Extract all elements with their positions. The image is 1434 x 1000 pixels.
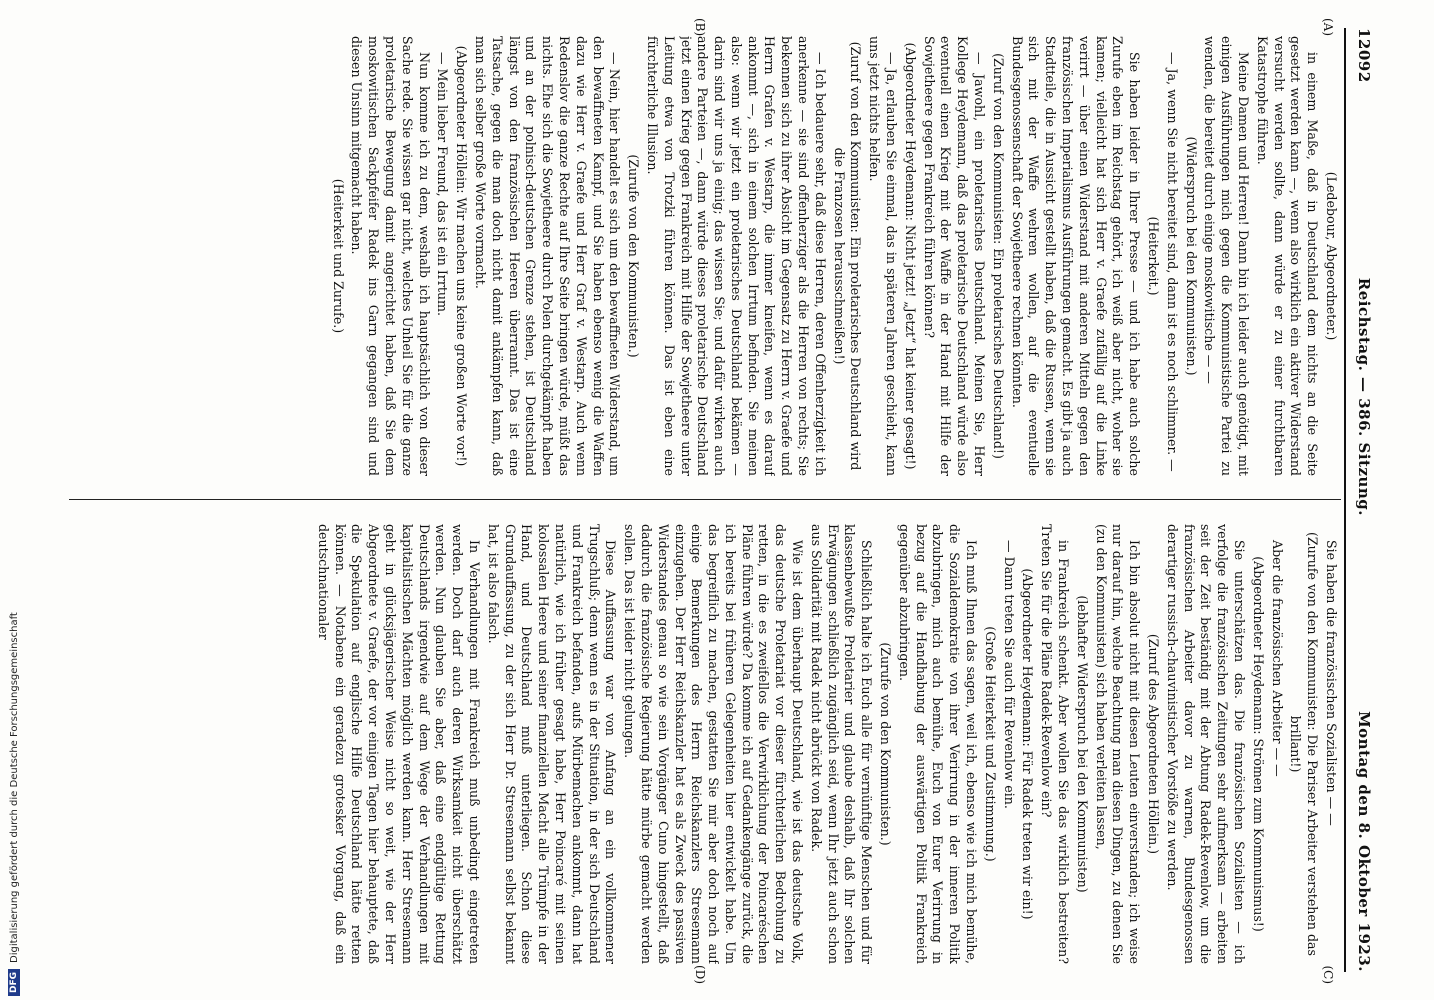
paragraph: (Große Heiterkeit und Zustimmung.): [982, 626, 998, 862]
paragraph: Wie ist dem überhaupt Deutschland, wie ist das deutsche Volk, das deutsche Proletariat vor dieser fürchterlichen Bedrohung zu retten, in die es zweifellos die Verwirklichung der Poincaréschen Pläne führen würde? Da komme ich auf Gedankengänge zurück, die ich bereits bei früheren Gelegenheiten hier entwickelt habe. Um das begreiflich zu machen, gestatten Sie mir aber doch noch auf einige Bemerkungen des Herrn Reichskanzlers Stresemann einzugehen. Der Herr Reichskanzler hat es als Zweck des passiven Widerstandes genau so wie sein Vorgänger Cuno hingestellt, daß dadurch die französische Regierung hätte mürbe gemacht werden sollen. Das ist leider nicht gelungen.: [622, 524, 806, 964]
paragraph: — Nein, hier handelt es sich um den bewaffneten Widerstand, um den bewaffneten Kampf, und Sie haben ebenso wenig die Waffen dazu wie Herr v. Graefe und Herr Graf v. Westarp. Auch wenn Redenslov die ganze Rechte auf Ihre Seite bringen würde, müßt das nichts. Ehe sich die Sowjetheere durch Polen durchgekämpft haben und an der polnisch-deutschen Grenze stehen, ist Deutschland längst von den französischen Heeren überrannt. Das ist eine Tatsache, gegen die man doch nicht damit ankämpfen kann, daß man sich selber große Worte vormacht.: [472, 36, 623, 476]
paragraph: — Dann treten Sie auch für Revenlow ein.: [1001, 540, 1017, 809]
paragraph: In Verhandlungen mit Frankreich muß unbedingt eingetreten werden. Doch darf auch deren Wirksamkeit nicht überschätzt werden. Nun glauben Sie aber, daß eine endgültige Rettung Deutschlands irgendwie auf dem Wege der Verhandlungen mit kapitalistischen Mächten möglich werden kann. Herr Stresemann geht in glücksjägerischer Weise nicht so weit, wie der Herr Abgeordnete v. Graefe, der vor einigen Tagen hier behauptete, daß die Spekulation auf englische Hilfe Deutschland hätte retten können. — Notabene ein geradezu grotesker Vorgang, daß ein deutschnationaler: [315, 524, 482, 964]
paragraph: (Abgeordneter Heydemann: Nicht jetzt! „Jetzt“ hat keiner gesagt!): [902, 42, 918, 470]
margin-marker-d: (D): [693, 965, 707, 984]
paragraph: (Zurufe von den Kommunisten: Die Pariser Arbeiter verstehen das brillant!): [1288, 531, 1321, 957]
paragraph: Sie haben leider in Ihrer Presse — und ich habe auch solche Zurufe eben im Reichstag gehört, ich weiß aber nicht, woher sie kamen; vielleicht hat sich Herr v. Graefe zufällig auf die Linke verirrt — über einen Widerstand mit anderen Mitteln gegen den französischen Imperialismus Ausführungen gemacht. Es gibt ja auch Stadtteile, die in Aussicht gestellt haben, daß die Russen, wenn sie sich mit der Waffe wehren wollen, auf die eventuelle Bundesgenossenschaft der Sowjetheere rechnen könnten.: [1009, 36, 1143, 476]
paragraph: (Abgeordneter Höllein: Wir machen uns keine großen Worte vor!): [454, 45, 470, 467]
paragraph: — Mein lieber Freund, das ist ein Irrtum.: [435, 52, 451, 316]
paragraph: (Abgeordneter Heydemann: Für Radek treten wir ein!): [1020, 568, 1036, 920]
footer-text: Digitalisierung gefördert durch die Deutsche Forschungsgemeinschaft: [8, 612, 20, 963]
rotated-page-content: [47, 18, 1387, 984]
paragraph: — Jawohl, ein proletarisches Deutschland. Meinen Sie, Herr Kollege Heydemann, daß das proletarische Deutschland würde also eventuell einen Krieg mit der Waffe in der Hand mit Hilfe der Sowjetheere gegen Frankreich führen können?: [921, 36, 988, 476]
session-date: Montag den 8. Oktober 1923.: [1355, 711, 1373, 972]
paragraph: (Zurufe von den Kommunisten.): [878, 642, 894, 846]
paragraph: (Heiterkeit und Zurufe.): [330, 178, 346, 334]
paragraph: (Zuruf von den Kommunisten: Ein proletarisches Deutschland!): [990, 53, 1006, 459]
paragraph: (Heiterkeit.): [1146, 216, 1162, 296]
paragraph: Diese Auffassung war von Anfang an ein vollkommener Trugschluß; denn wenn es in der Situation, in der sich Deutschland und Frankreich befanden, aufs Mürbemachen ankommt, dann hat natürlich, wie ich früher gesagt habe, Herr Poincaré mit seinen kolossalen Heere und seiner finanziellen Macht alle Trümpfe in der Hand, und Deutschland muß unterliegen. Schon diese Grundauffassung, zu der sich Herr Dr. Stresemann selbst bekannt hat, ist also falsch.: [485, 524, 619, 964]
paragraph: Schließlich halte ich Euch alle für vernünftige Menschen und für klassenbewußte Proletarier und glaube deshalb, daß Ihr solchen Erwägungen schließlich zugänglich seid, wenn Ihr jetzt auch schon aus Solidarität mit Radek nicht abrückt von Radek.: [808, 524, 875, 964]
margin-marker-b: (B): [693, 18, 707, 37]
paragraph: (Zuruf von den Kommunisten: Ein proletarisches Deutschland wird die Franzosen herausschmeißen!): [831, 41, 864, 471]
paragraph: — Ja, erlauben Sie einmal, das in späteren Jahren geschieht, kann uns jetzt nichts helfen.: [867, 36, 900, 476]
paragraph: (Zurufe von den Kommunisten.): [626, 154, 642, 358]
paragraph: Sie unterschätzen das. Die französischen Sozialisten — ich verfolge die französischen Zeitungen sehr aufmerksam — arbeiten seit der Zeit beständig mit der Abtung Radek-Revenlow, um die französischen Arbeiter davor zu warnen, Bundesgenossen derartiger russisch-chauvinistischer Vorstöße zu werden.: [1164, 524, 1248, 964]
session-title: Reichstag. — 386. Sitzung.: [1355, 277, 1373, 516]
margin-marker-c: (C): [1321, 965, 1335, 984]
paragraph: (Widerspruch bei den Kommunisten.): [1183, 136, 1199, 376]
paragraph: — Ich bedauere sehr, daß diese Herren, deren Offenherzigkeit ich anerkenne — sie sind offenherziger als die Herren von rechts; Sie bekennen sich zu ihrer Absicht im Gegensatz zu Herrn v. Graefe und Herrn Grafen v. Westarp, die immer kneifen, wenn es darauf ankommt —, sich in einem solchen Irrtum befinden. Sie meinen also: wenn wir jetzt ein proletarisches Deutschland bekämen — darin sind wir uns ja einig; das wissen Sie; und dafür wirken auch andere Parteien —, dann würde dieses proletarische Deutschland jetzt einen Krieg gegen Frankreich mit Hilfe der Sowjetheere unter Leitung etwa von Trotzki führen können. Das ist eben eine fürchterliche Illusion.: [644, 36, 828, 476]
paragraph: (Abgeordneter Heydemann: Strömen zum Kommunismus!): [1250, 556, 1266, 932]
page-header: [1344, 28, 1373, 972]
paragraph: Nun komme ich zu dem, weshalb ich hauptsächlich von dieser Sache rede. Sie wissen gar nicht, welches Unheil Sie für die ganze proletarische Bewegung damit angerichtet haben, daß Sie dem moskowitischen Sackpfeifer Radek ins Garn gegangen sind und diesen Unsinn mitgemacht haben.: [349, 36, 432, 476]
dfg-logo: DFG: [8, 969, 20, 996]
paragraph: Meine Damen und Herren! Dann bin ich leider auch genötigt, mit einigen Ausführungen mich gegen die Kommunistische Partei zu wenden, die bereitet durch einige moskowitische — —: [1202, 36, 1252, 476]
column-divider: [69, 499, 1341, 500]
paragraph: (Zuruf des Abgeordneten Höllein.): [1146, 633, 1162, 855]
paragraph: (Ledebour, Abgeordneter.): [1324, 171, 1339, 341]
margin-marker-a: (A): [1321, 18, 1335, 37]
paragraph: Aber die französischen Arbeiter — —: [1269, 540, 1285, 777]
paragraph: in Frankreich schenkt. Aber wollen Sie das wirklich bestreiten? Treten Sie für die Pläne Radek-Revenlow ein?: [1039, 524, 1072, 964]
right-text-column: [65, 524, 1339, 964]
paragraph: in einem Maße, daß in Deutschland dem nichts an die Seite gesetzt werden kann —, wenn also wirklich ein aktiver Widerstand versucht werden sollte, dann würde er zu einer furchtbaren Katastrophe führen.: [1254, 36, 1321, 476]
page-number: 12092: [1355, 28, 1373, 83]
paragraph: (lebhafter Widerspruch bei den Kommunisten): [1074, 595, 1090, 893]
left-text-column: [65, 36, 1339, 476]
paragraph: Ich muß Ihnen das sagen, weil ich, ebenso wie ich mich bemühe, die Sozialdemokratie von ihrer Verirrung in der inneren Politik abzubringen, mich auch bemühe, Euch von Eurer Verirrung in bezug auf die Handhabung der auswärtigen Politik Frankreich gegenüber abzubringen.: [896, 524, 980, 964]
paragraph: — Ja, wenn Sie nicht bereitet sind, dann ist es noch schlimmer. —: [1164, 52, 1180, 472]
paragraph: Ich bin absolut nicht mit diesen Leuten einverstanden; ich weise nur darauf hin, welche Beachtung man diesen Dingen, zu denen Sie (zu den Kommunisten) sich haben verleiten lassen,: [1093, 524, 1143, 964]
paragraph: Sie haben die französischen Sozialisten — —: [1324, 540, 1339, 826]
